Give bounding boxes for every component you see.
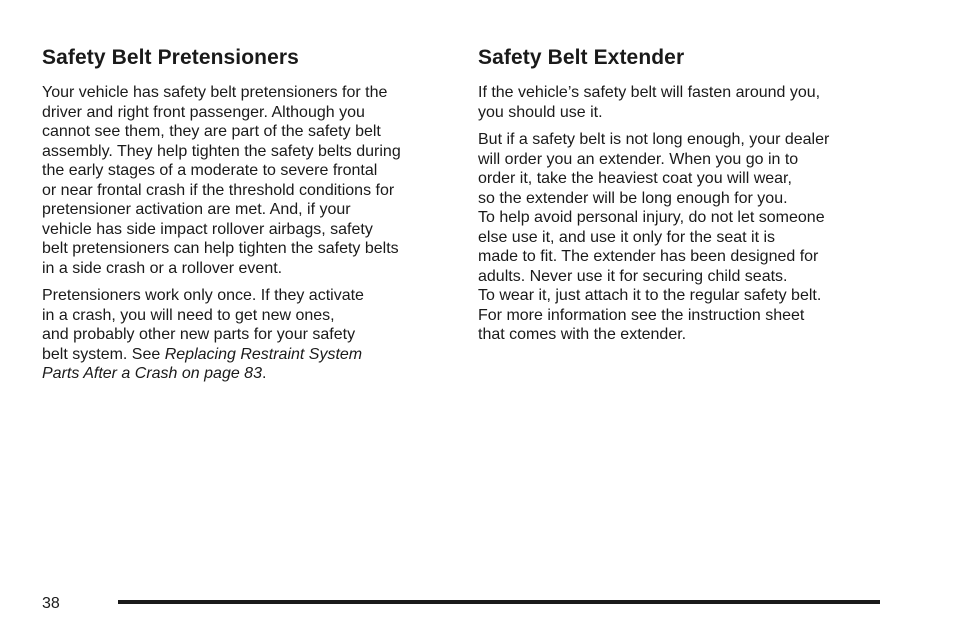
- text-line: cannot see them, they are part of the safety belt: [42, 123, 381, 140]
- text-line: Your vehicle has safety belt pretensioners for the: [42, 84, 388, 101]
- page-number: 38: [42, 595, 60, 612]
- text-line: [42, 364, 452, 384]
- text-line: in a side crash or a rollover event.: [42, 259, 283, 277]
- extender-warning-paragraph: [478, 208, 888, 286]
- cross-reference-link[interactable]: Replacing Restraint System: [164, 345, 363, 363]
- left-column: [42, 44, 452, 392]
- text-line: so the extender will be long enough for you.: [478, 189, 788, 207]
- text-line: If the vehicle’s safety belt will fasten around you,: [478, 84, 821, 101]
- extender-heading: Safety Belt Extender: [478, 46, 685, 69]
- text-line: belt pretensioners can help tighten the safety belts: [42, 240, 399, 257]
- text-line: pretensioner activation are met. And, if your: [42, 201, 351, 218]
- text-line: made to fit. The extender has been designed for: [478, 248, 819, 265]
- text-line: the early stages of a moderate to severe frontal: [42, 162, 378, 179]
- extender-paragraph-1: [478, 83, 888, 122]
- text-line: or near frontal crash if the threshold conditions for: [42, 181, 395, 199]
- text-line: else use it, and use it only for the seat it is: [478, 228, 776, 246]
- footer-rule: [118, 600, 880, 604]
- text-line: you should use it.: [478, 103, 603, 121]
- extender-paragraph-4: [478, 286, 888, 345]
- text-line: that comes with the extender.: [478, 326, 687, 343]
- text-line: For more information see the instruction sheet: [478, 306, 805, 324]
- pretensioners-heading: Safety Belt Pretensioners: [42, 46, 299, 69]
- text-line: vehicle has side impact rollover airbags, safety: [42, 220, 373, 238]
- pretensioners-paragraph-2: [42, 286, 452, 384]
- pretensioners-paragraph-1: [42, 83, 452, 278]
- text-line: To help avoid personal injury, do not let someone: [478, 209, 825, 226]
- cross-reference-link[interactable]: Parts After a Crash on page 83: [42, 365, 262, 382]
- right-column: [478, 44, 888, 353]
- text-line: assembly. They help tighten the safety belts during: [42, 142, 401, 160]
- text-fragment: .: [261, 365, 267, 382]
- text-line: in a crash, you will need to get new ones,: [42, 306, 335, 324]
- extender-paragraph-2: [478, 130, 888, 208]
- text-line: and probably other new parts for your safety: [42, 326, 356, 343]
- text-line: order it, take the heaviest coat you will wear,: [478, 170, 792, 187]
- text-line: will order you an extender. When you go in to: [478, 150, 799, 168]
- text-line: adults. Never use it for securing child seats.: [478, 267, 788, 285]
- text-line: Pretensioners work only once. If they activate: [42, 287, 364, 304]
- text-line: driver and right front passenger. Although you: [42, 103, 365, 121]
- text-line: But if a safety belt is not long enough, your dealer: [478, 131, 830, 148]
- text-line: To wear it, just attach it to the regular safety belt.: [478, 287, 822, 304]
- text-line: [42, 345, 452, 365]
- text-fragment: belt system. See: [42, 345, 165, 363]
